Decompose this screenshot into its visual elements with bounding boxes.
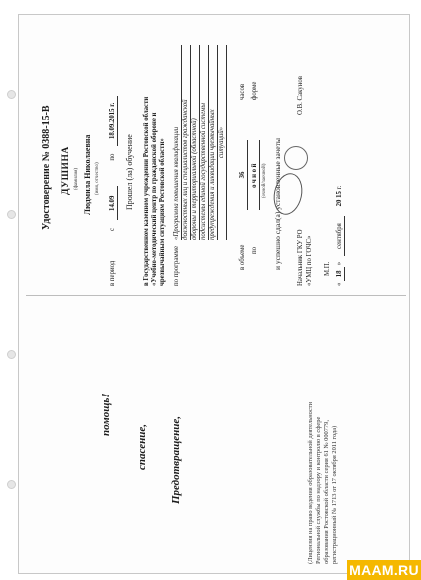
date-from: 14.09: [110, 186, 118, 220]
form-value: очной: [252, 140, 260, 210]
cover-page: [36, 304, 396, 566]
institution-line-1: в Государственном казенном учреждении Ростовской области: [143, 96, 150, 286]
program-line-4: подсистемы единой государственной системы: [201, 45, 209, 240]
date-to: 18.09.2015 г.: [110, 96, 118, 146]
certificate-page: [36, 35, 396, 290]
fold-line: [26, 295, 406, 296]
date-quote-open: «: [336, 282, 343, 286]
date-quote-close: »: [336, 261, 343, 266]
mp-label: М.П.: [324, 261, 331, 276]
head-name: О.В. Сакунов: [297, 76, 304, 115]
program-line-5: предупреждения и ликвидации чрезвычайных: [210, 45, 218, 240]
to-label: по: [109, 153, 116, 161]
watermark-badge: MAAM.RU: [347, 560, 421, 580]
form-label: по: [251, 246, 258, 254]
date-year: 20 15: [336, 191, 343, 207]
cover-word-3: помощь!: [100, 393, 112, 436]
program-line-2: должностных лиц и специалистов гражданской: [183, 45, 191, 240]
form-word: форме: [251, 81, 258, 100]
license-line-3: образования Ростовской области серия 61 № 000779,: [323, 420, 330, 564]
trained-text: Прошел (ла) обучение: [125, 134, 134, 210]
hours-word: часов: [239, 83, 246, 100]
license-line-2: Региональной службы по надзору и контролю в сфере: [315, 416, 322, 564]
head-title-2: «УМЦ по ГОЧС»: [306, 235, 313, 286]
program-line-6: ситуаций»: [219, 45, 227, 240]
from-label: с: [109, 228, 116, 232]
form-caption: (очной/заочной): [262, 163, 267, 198]
cover-word-1: Предотвращение,: [170, 416, 182, 504]
punch-holes: [7, 90, 17, 490]
punch-hole: [7, 90, 16, 99]
surname: ДУШИНА: [61, 146, 71, 195]
certificate-title: Удостоверение № 0388-15-В: [41, 105, 52, 230]
exam-text: и успешно сдал(а) установленные зачеты: [273, 138, 282, 270]
license-line-4: регистрационный № 1713 от 17 октября 2011 года): [331, 425, 338, 564]
surname-caption: (фамилия): [74, 167, 79, 190]
given-names: Людмила Николаевна: [83, 134, 92, 215]
program-line-1: «Программа повышения квалификации: [174, 45, 182, 240]
issue-date: [337, 186, 345, 286]
period-row: [110, 96, 118, 286]
volume-label: в объеме: [239, 244, 246, 270]
punch-hole: [7, 350, 16, 359]
punch-hole: [7, 210, 16, 219]
period-prefix: в период: [109, 260, 116, 286]
date-month: сентября: [337, 216, 345, 256]
punch-hole: [7, 480, 16, 489]
cover-word-2: спасение,: [136, 424, 148, 470]
date-day: 18: [337, 267, 345, 281]
institution-line-2: «Учебно-методический центр по гражданской обороне и: [151, 112, 158, 286]
institution-line-3: чрезвычайным ситуациям Ростовской области»: [159, 138, 166, 286]
license-line-1: (Лицензия на право ведения образовательной деятельности: [307, 401, 314, 564]
program-line-3: обороны и территориальной (областной): [192, 45, 200, 240]
stamp-mark: [284, 146, 308, 170]
given-names-caption: (имя, отчество): [95, 162, 100, 195]
head-title-1: Начальник ГКУ РО: [297, 229, 304, 286]
date-year-suffix: г.: [336, 185, 343, 190]
program-label: по программе: [173, 246, 180, 286]
volume-hours: 36: [240, 140, 248, 210]
